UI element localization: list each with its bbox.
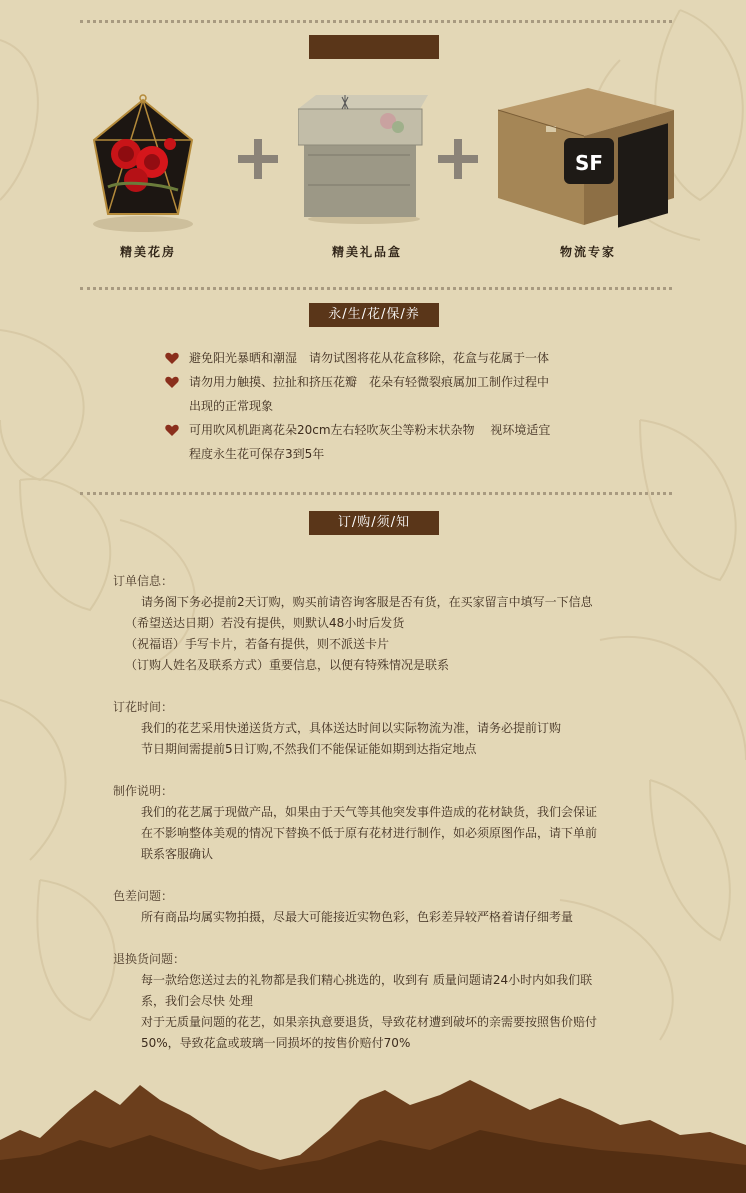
dotted-divider <box>80 287 672 290</box>
notice-heading: 订花时间： <box>113 700 174 714</box>
care-item <box>165 370 595 418</box>
care-line: 避免阳光暴晒和潮湿 请勿试图将花从花盒移除，花盒与花属于一体 <box>189 351 550 365</box>
plus-icon <box>236 137 280 181</box>
heart-icon <box>165 352 179 365</box>
notice-section <box>113 948 673 1054</box>
heart-icon <box>165 376 179 389</box>
care-item <box>165 346 595 370</box>
notice-line: 联系客服确认 <box>141 847 214 861</box>
notice-line: （祝福语）手写卡片，若备有提供，则不派送卡片 <box>125 637 390 651</box>
care-line: 可用吹风机距离花朵20cm左右轻吹灰尘等粉末状杂物 视环境适宜 <box>189 423 551 437</box>
notice-line: 请务阁下务必提前2天订购，购买前请咨询客服是否有货，在买家留言中填写一下信息 <box>141 595 593 609</box>
notice-heading: 制作说明： <box>113 784 174 798</box>
notice-line: 50%，导致花盒或玻璃一同损坏的按售价赔付70% <box>141 1036 411 1050</box>
care-title: 永/生/花/保/养 <box>309 303 439 327</box>
notice-section <box>113 570 673 676</box>
product-caption: 精美礼品盒 <box>332 245 403 259</box>
notice-section <box>113 780 673 865</box>
notice-line: 系，我们会尽快 处理 <box>141 994 253 1008</box>
sf-logo: SF <box>574 151 604 175</box>
notice-title: 订/购/须/知 <box>309 511 439 535</box>
care-line: 程度永生花可保存3到5年 <box>189 447 325 461</box>
flower-house-image <box>88 92 198 232</box>
notice-line: 节日期间需提前5日订购,不然我们不能保证能如期到达指定地点 <box>141 742 477 756</box>
care-line: 请勿用力触摸、拉扯和挤压花瓣 花朵有轻微裂痕属加工制作过程中 <box>189 375 550 389</box>
notice-section <box>113 885 673 928</box>
dotted-divider <box>80 20 672 23</box>
dotted-divider <box>80 492 672 495</box>
plus-icon <box>436 137 480 181</box>
product-caption: 精美花房 <box>120 245 177 259</box>
gift-box-image <box>298 95 428 224</box>
heart-icon <box>165 424 179 437</box>
notice-section <box>113 696 673 760</box>
notice-heading: 订单信息： <box>113 574 174 588</box>
notice-heading: 色差问题： <box>113 889 174 903</box>
ink-mountain-decoration <box>0 1060 746 1193</box>
notice-heading: 退换货问题： <box>113 952 186 966</box>
notice-line: 在不影响整体美观的情况下替换不低于原有花材进行制作，如必须原图作品，请下单前 <box>141 826 598 840</box>
notice-line: （希望送达日期）若没有提供，则默认48小时后发货 <box>125 616 405 630</box>
product-caption: 物流专家 <box>560 245 617 259</box>
care-list <box>165 346 595 466</box>
notice-line: 所有商品均属实物拍摄，尽最大可能接近实物色彩，色彩差异较严格着请仔细考量 <box>141 910 574 924</box>
section-title-bar <box>309 35 439 59</box>
notice-line: （订购人姓名及联系方式）重要信息，以便有特殊情况是联系 <box>125 658 450 672</box>
notice-line: 我们的花艺属于现做产品，如果由于天气等其他突发事件造成的花材缺货，我们会保证 <box>141 805 598 819</box>
notice-line: 我们的花艺采用快递送货方式，具体送达时间以实际物流为准，请务必提前订购 <box>141 721 562 735</box>
notice-line: 每一款给您送过去的礼物都是我们精心挑选的，收到有 质量问题请24小时内如我们联 <box>141 973 593 987</box>
order-notice <box>113 570 673 1074</box>
care-line: 出现的正常现象 <box>189 399 274 413</box>
care-item <box>165 418 595 466</box>
notice-line: 对于无质量问题的花艺，如果亲执意要退货，导致花材遭到破坏的亲需要按照售价赔付 <box>141 1015 598 1029</box>
